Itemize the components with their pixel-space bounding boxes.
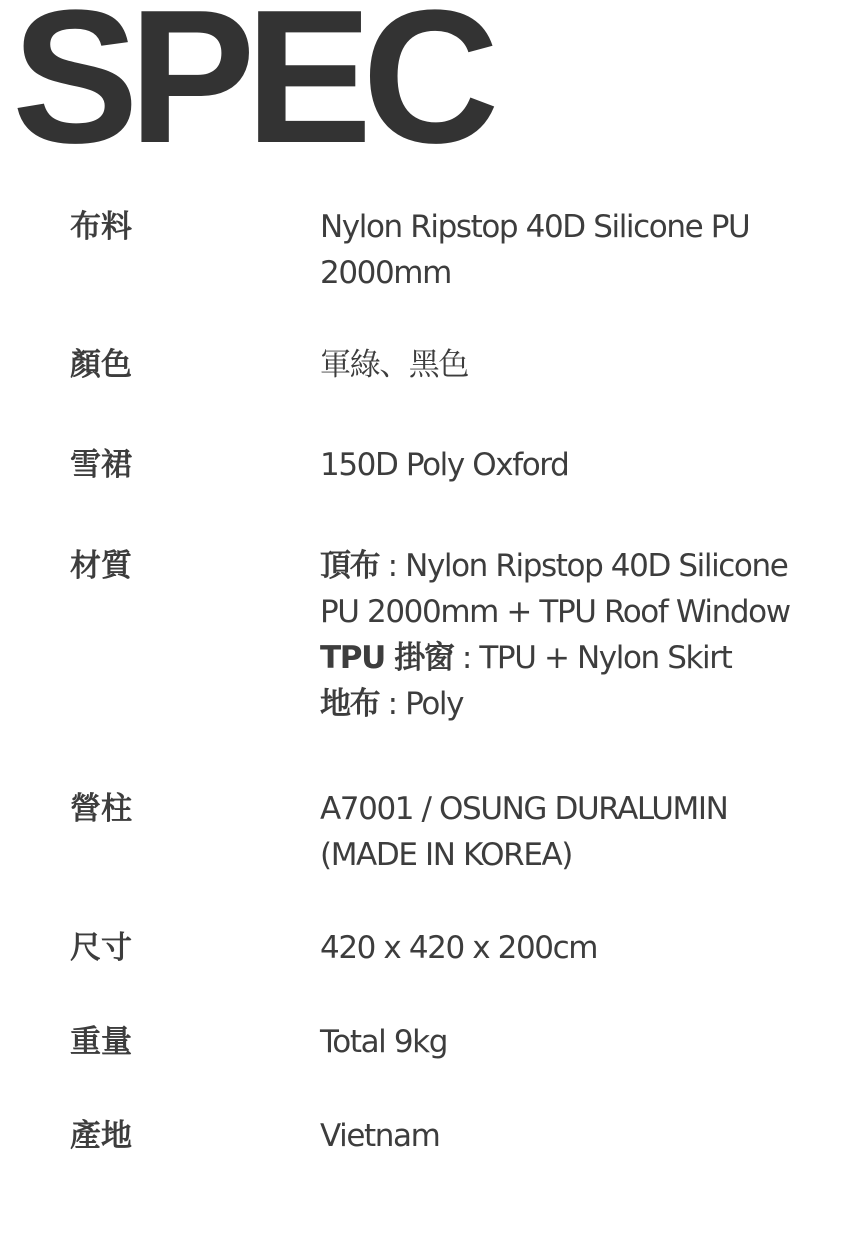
- material-text-tpu-window: : TPU + Nylon Skirt: [453, 640, 732, 676]
- spec-label-material: 材質: [70, 548, 132, 584]
- spec-label-weight: 重量: [70, 1024, 132, 1060]
- material-term-top-fabric: 頂布: [320, 548, 380, 584]
- spec-value-weight-text: Total 9kg: [320, 1024, 448, 1060]
- spec-value-fabric-line-1: Nylon Ripstop 40D Silicone PU: [320, 209, 750, 245]
- material-term-tpu-window: TPU 掛窗: [320, 640, 454, 676]
- material-line-floor: [320, 681, 840, 727]
- spec-label-color: 顏色: [70, 347, 132, 383]
- material-line-top-fabric-cont: [320, 589, 840, 635]
- spec-value-fabric: [320, 204, 840, 296]
- spec-value-color: [320, 342, 840, 388]
- spec-value-size: [320, 925, 840, 971]
- spec-label-fabric: 布料: [70, 209, 132, 245]
- spec-value-color-text: 軍綠、黑色: [320, 347, 468, 383]
- spec-value-snow-skirt-text: 150D Poly Oxford: [320, 447, 569, 483]
- spec-label-snow-skirt: 雪裙: [70, 447, 132, 483]
- spec-label-origin: 產地: [70, 1118, 132, 1154]
- page-title: SPEC: [12, 0, 490, 183]
- material-line-top-fabric: [320, 543, 840, 589]
- spec-value-fabric-line-2: 2000mm: [320, 255, 451, 291]
- material-text-top-fabric: : Nylon Ripstop 40D Silicone: [379, 548, 788, 584]
- spec-value-poles-line-2: (MADE IN KOREA): [320, 837, 573, 873]
- material-term-floor: 地布: [320, 686, 380, 722]
- material-line-tpu-window: [320, 635, 840, 681]
- material-text-top-fabric-cont: PU 2000mm + TPU Roof Window: [320, 594, 790, 630]
- material-text-floor: : Poly: [379, 686, 464, 722]
- spec-value-weight: [320, 1019, 840, 1065]
- spec-value-origin: [320, 1113, 840, 1159]
- spec-value-material: [320, 543, 840, 727]
- spec-value-origin-text: Vietnam: [320, 1118, 440, 1154]
- spec-value-size-text: 420 x 420 x 200cm: [320, 930, 598, 966]
- spec-label-poles: 營柱: [70, 791, 132, 827]
- spec-value-poles: [320, 786, 840, 878]
- spec-value-poles-line-1: A7001 / OSUNG DURALUMIN: [320, 791, 728, 827]
- spec-value-snow-skirt: [320, 442, 840, 488]
- spec-label-size: 尺寸: [70, 930, 132, 966]
